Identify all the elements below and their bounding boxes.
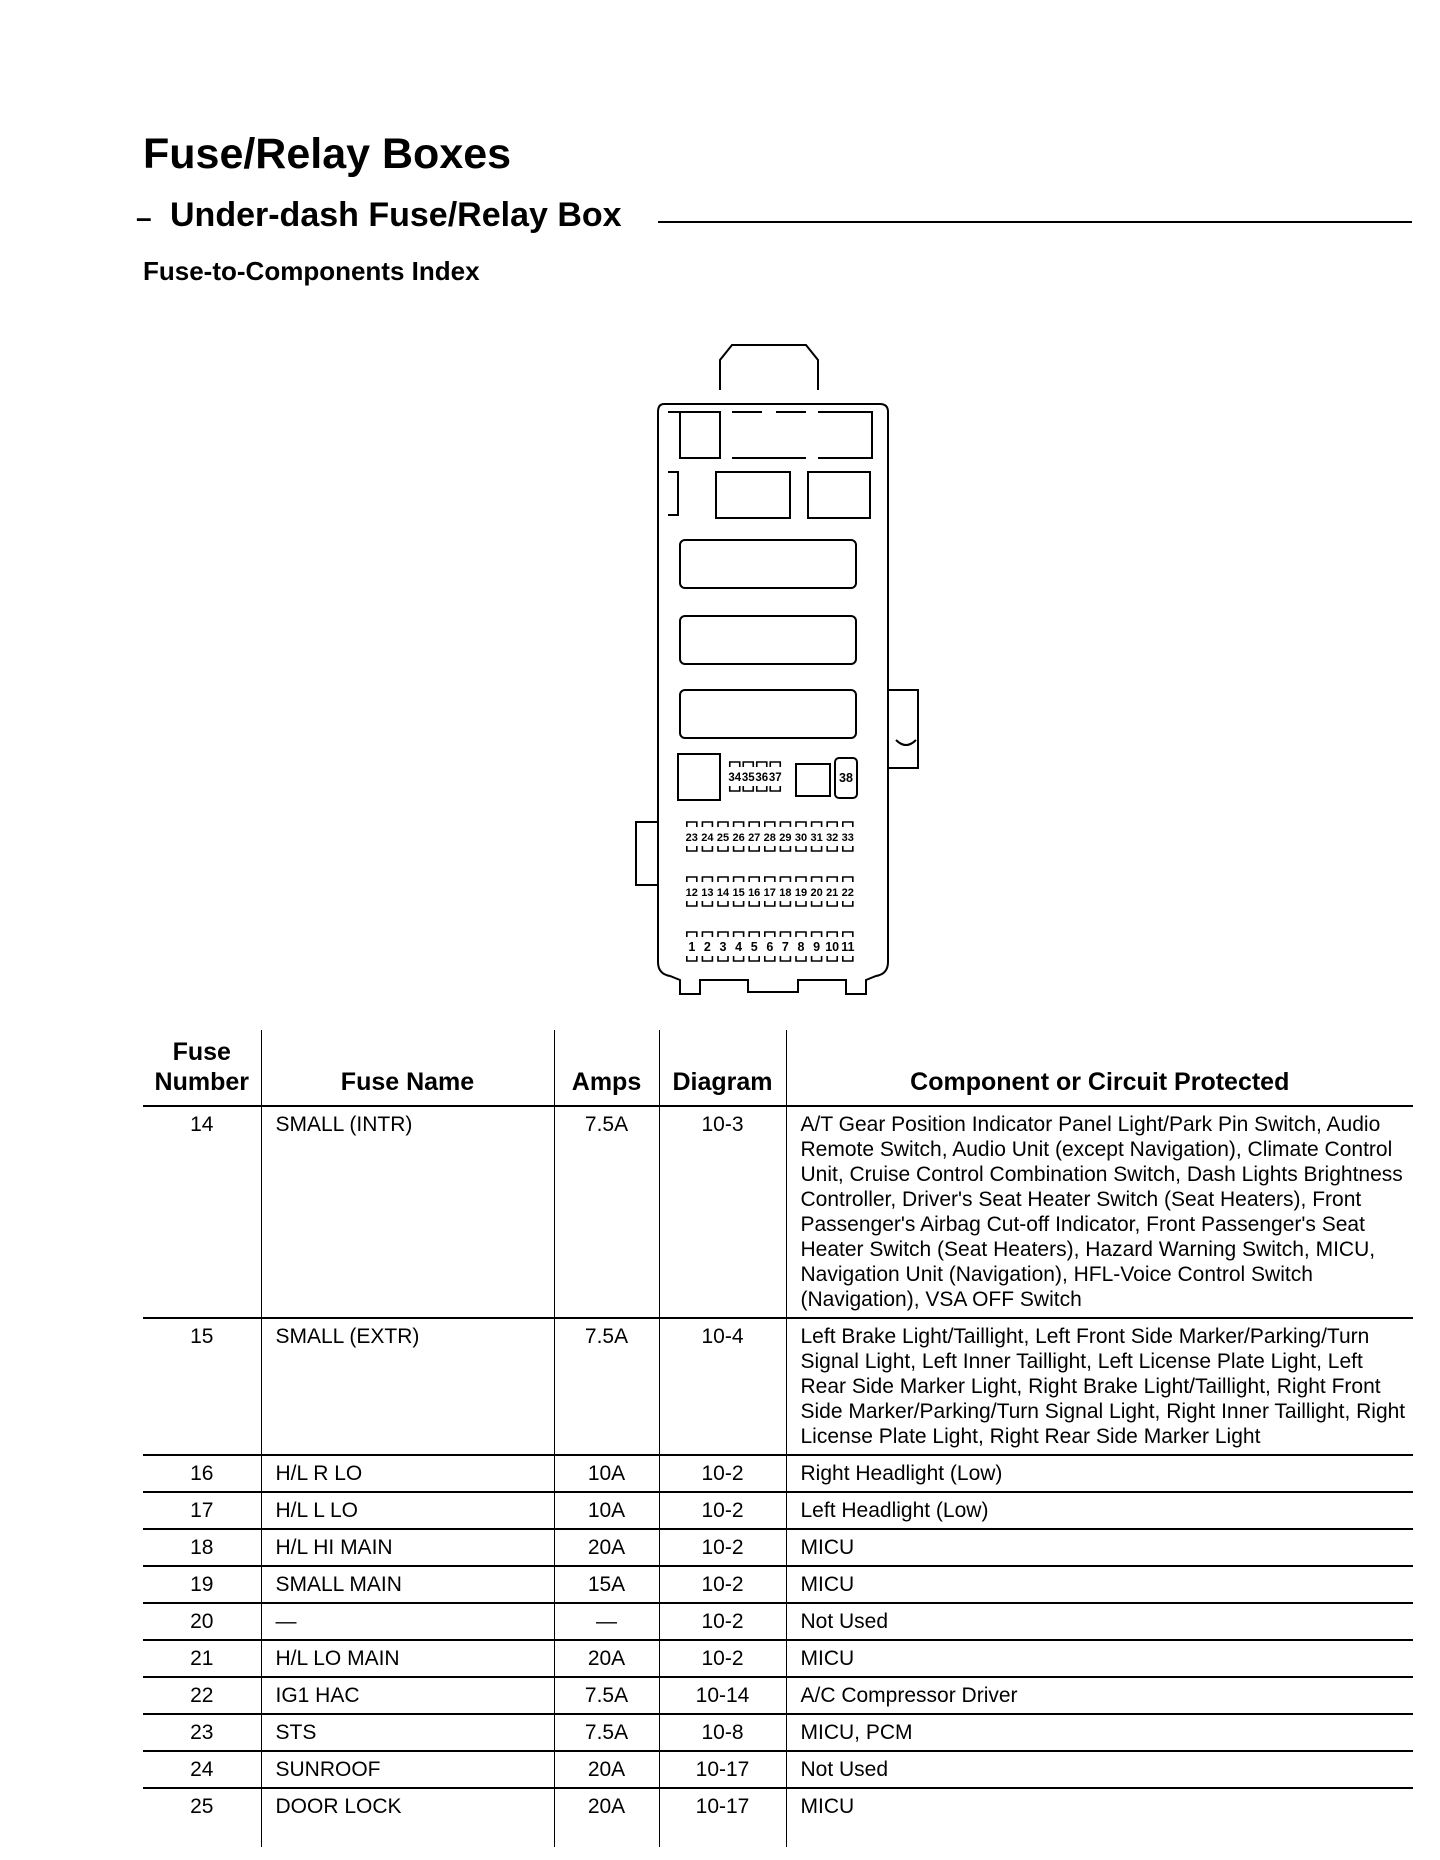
fuse-slot-bottom <box>765 956 775 961</box>
fuse-label: 29 <box>779 832 792 844</box>
fuse-name-cell: — <box>261 1603 554 1640</box>
fuse-slot-bottom <box>749 901 759 906</box>
component-cell: Left Headlight (Low) <box>786 1492 1413 1529</box>
fuse-label: 5 <box>750 940 758 954</box>
fuse-slot-top <box>796 877 806 882</box>
fuse-slot-bottom <box>718 956 728 961</box>
fuse-slot-bottom <box>843 846 853 851</box>
fuse-number-cell: 15 <box>143 1318 261 1455</box>
fuse-name-cell: SMALL (EXTR) <box>261 1318 554 1455</box>
fuse-label: 9 <box>813 940 821 954</box>
large-slot <box>680 616 856 664</box>
fuse-slot-bottom <box>702 901 712 906</box>
fuse-label: 25 <box>716 832 730 844</box>
diagram-cell: 10-4 <box>659 1318 786 1455</box>
fuse-slot-bottom <box>687 901 697 906</box>
fuse-slot-top <box>702 932 712 937</box>
fuse-slot-bottom <box>687 956 697 961</box>
page-subtitle: Under-dash Fuse/Relay Box <box>170 196 622 234</box>
fuse-label: 11 <box>841 940 855 954</box>
fuse-number-cell: 22 <box>143 1677 261 1714</box>
fuse-name-cell: SUNROOF <box>261 1751 554 1788</box>
fuse-slot-top <box>734 877 744 882</box>
fuse-name-cell: H/L LO MAIN <box>261 1640 554 1677</box>
diagram-cell: 10-3 <box>659 1106 786 1318</box>
amps-cell: 7.5A <box>554 1318 659 1455</box>
fuse-slot-bottom <box>757 786 767 791</box>
fuse-slot-bottom <box>765 846 775 851</box>
fuse-label: 37 <box>768 772 782 784</box>
fuse-slot-top <box>812 877 822 882</box>
fuse-number-cell: 19 <box>143 1566 261 1603</box>
fuse-slot-top <box>749 877 759 882</box>
table-row <box>143 1529 1413 1566</box>
amps-cell: — <box>554 1603 659 1640</box>
fuse-slot-top <box>827 822 837 827</box>
fuse-number-cell: 14 <box>143 1106 261 1318</box>
header-fuse-number: Fuse Number <box>143 1030 261 1106</box>
fuse-name-cell: DOOR LOCK <box>261 1788 554 1847</box>
fuse-label: 31 <box>810 832 823 844</box>
fuse-number-cell: 17 <box>143 1492 261 1529</box>
fuse-slot-bottom <box>812 846 822 851</box>
diagram-cell: 10-2 <box>659 1492 786 1529</box>
amps-cell: 20A <box>554 1751 659 1788</box>
diagram-cell: 10-14 <box>659 1677 786 1714</box>
table-row <box>143 1106 1413 1318</box>
fuse-slot-top <box>718 877 728 882</box>
component-cell: Left Brake Light/Taillight, Left Front Side Marker/Parking/Turn Signal Light, Left Inner Taillight, Left License Plate Light, Left Rear Side Marker Light, Right Brake Light/Taillight, Right Front Side Marker/Parking/Turn Signal Light, Right Inner Taillight, Right License Plate Light, Right Rear Side Marker Light <box>786 1318 1413 1455</box>
fuse-number-cell: 16 <box>143 1455 261 1492</box>
fuse-slot-bottom <box>770 786 780 791</box>
fuse-slot-top <box>812 822 822 827</box>
fuse-slot-bottom <box>812 901 822 906</box>
fuse-number-cell: 18 <box>143 1529 261 1566</box>
fuse-label: 3 <box>719 940 727 954</box>
fuse-slot-bottom <box>780 956 790 961</box>
diagram-cell: 10-2 <box>659 1529 786 1566</box>
diagram-cell: 10-17 <box>659 1751 786 1788</box>
diagram-cell: 10-17 <box>659 1788 786 1847</box>
fuse-label: 34 <box>728 772 742 784</box>
fuse-slot-bottom <box>749 846 759 851</box>
fuse-slot-top <box>796 822 806 827</box>
amps-cell: 10A <box>554 1492 659 1529</box>
fuse-name-cell: IG1 HAC <box>261 1677 554 1714</box>
fuse-slot-top <box>749 932 759 937</box>
fuse-label: 20 <box>810 887 823 899</box>
fuse-label: 7 <box>781 940 789 954</box>
fuse-box-diagram <box>620 340 940 1000</box>
subtitle-row <box>136 196 1412 242</box>
header-fuse-name: Fuse Name <box>261 1030 554 1106</box>
fuse-slot-top <box>796 932 806 937</box>
fuse-label: 6 <box>766 940 774 954</box>
fuse-slot-bottom <box>734 956 744 961</box>
fuse-slot-bottom <box>780 846 790 851</box>
fuse-label: 33 <box>841 832 854 844</box>
right-connector <box>888 690 918 768</box>
component-cell: MICU <box>786 1640 1413 1677</box>
fuse-slot-top <box>734 932 744 937</box>
fuse-slot-top <box>765 932 775 937</box>
fuse-label: 22 <box>841 887 854 899</box>
fuse-name-cell: SMALL MAIN <box>261 1566 554 1603</box>
fuse-name-cell: SMALL (INTR) <box>261 1106 554 1318</box>
fuse-slot-bottom <box>827 956 837 961</box>
fuse-label: 19 <box>794 887 808 899</box>
fuse-number-cell: 21 <box>143 1640 261 1677</box>
table-header-row <box>143 1030 1413 1106</box>
component-cell: Right Headlight (Low) <box>786 1455 1413 1492</box>
table-row <box>143 1640 1413 1677</box>
amps-cell: 15A <box>554 1566 659 1603</box>
fuse-slot-top <box>730 762 740 767</box>
amps-cell: 20A <box>554 1788 659 1847</box>
fuse-number-cell: 25 <box>190 1795 214 1818</box>
fuse-label: 23 <box>685 832 698 844</box>
fuse-table <box>143 1030 1413 1847</box>
fuse-slot-top <box>780 932 790 937</box>
fuse-label: 4 <box>735 940 743 954</box>
amps-cell: 10A <box>554 1455 659 1492</box>
fuse-name-cell: H/L L LO <box>261 1492 554 1529</box>
fuse-name-cell: H/L HI MAIN <box>261 1529 554 1566</box>
fuse-label: 12 <box>685 887 698 899</box>
fuse-slot-top <box>743 762 753 767</box>
table-row <box>143 1318 1413 1455</box>
diagram-cell: 10-2 <box>659 1455 786 1492</box>
fuse-slot-bottom <box>827 901 837 906</box>
fuse-slot-top <box>718 932 728 937</box>
fuse-slot-top <box>749 822 759 827</box>
diagram-cell: 10-2 <box>659 1566 786 1603</box>
fuse-label: 10 <box>825 940 840 954</box>
component-cell: MICU <box>786 1529 1413 1566</box>
fuse-label: 26 <box>732 832 745 844</box>
amps-cell: 20A <box>554 1529 659 1566</box>
fuse-slot-top <box>770 762 780 767</box>
top-tab <box>720 345 818 390</box>
fuse-slot-bottom <box>796 901 806 906</box>
fuse-label: 21 <box>826 887 839 899</box>
diagram-cell: 10-2 <box>659 1640 786 1677</box>
table-row <box>143 1455 1413 1492</box>
diagram-cell: 10-2 <box>659 1603 786 1640</box>
fuse-name-cell: H/L R LO <box>261 1455 554 1492</box>
fuse-label: 14 <box>716 887 730 899</box>
table-row <box>143 1677 1413 1714</box>
fuse-slot-top <box>827 877 837 882</box>
component-cell: MICU, PCM <box>786 1714 1413 1751</box>
fuse-slot-bottom <box>827 846 837 851</box>
fuse-slot-bottom <box>796 956 806 961</box>
fuse-slot-bottom <box>734 846 744 851</box>
component-cell: MICU <box>786 1566 1413 1603</box>
table-row <box>143 1603 1413 1640</box>
amps-cell: 20A <box>554 1640 659 1677</box>
header-diagram: Diagram <box>659 1030 786 1106</box>
fuse-slot-top <box>843 822 853 827</box>
large-slot <box>680 540 856 588</box>
fuse-slot-bottom <box>702 846 712 851</box>
fuse-label: 13 <box>701 887 714 899</box>
fuse-number-cell: 20 <box>143 1603 261 1640</box>
fuse-number-cell: 24 <box>143 1751 261 1788</box>
diagram-cell: 10-8 <box>659 1714 786 1751</box>
table-row <box>143 1492 1413 1529</box>
amps-cell: 7.5A <box>554 1106 659 1318</box>
component-cell: MICU <box>786 1788 1413 1847</box>
fuse-slot-top <box>843 877 853 882</box>
fuse-label: 18 <box>779 887 792 899</box>
table-row <box>143 1566 1413 1603</box>
fuse-slot-top <box>687 822 697 827</box>
fuse-slot-top <box>765 822 775 827</box>
header-amps: Amps <box>554 1030 659 1106</box>
fuse-slot-top <box>687 877 697 882</box>
fuse-slot-bottom <box>765 901 775 906</box>
fuse-slot-top <box>702 877 712 882</box>
section-heading: Fuse-to-Components Index <box>143 256 480 286</box>
fuse-slot-bottom <box>718 846 728 851</box>
table-row <box>143 1788 1413 1847</box>
fuse-slot-top <box>780 822 790 827</box>
fuse-slot-bottom <box>780 901 790 906</box>
page-title: Fuse/Relay Boxes <box>143 130 512 178</box>
fuse-slot-bottom <box>843 956 853 961</box>
fuse-label: 38 <box>839 771 853 785</box>
left-connector <box>636 822 658 885</box>
component-cell: A/C Compressor Driver <box>786 1677 1413 1714</box>
fuse-slot-top <box>780 877 790 882</box>
fuse-label: 8 <box>797 940 805 954</box>
fuse-label: 36 <box>755 772 769 784</box>
fuse-label: 27 <box>748 832 761 844</box>
fuse-slot-top <box>827 932 837 937</box>
fuse-name-cell: STS <box>261 1714 554 1751</box>
fuse-slot-bottom <box>702 956 712 961</box>
table-row <box>143 1751 1413 1788</box>
fuse-label: 32 <box>826 832 839 844</box>
amps-cell: 7.5A <box>554 1677 659 1714</box>
fuse-label: 16 <box>748 887 761 899</box>
table-row <box>143 1714 1413 1751</box>
fuse-label: 35 <box>741 772 755 784</box>
subtitle-dash: – <box>136 202 152 233</box>
header-component: Component or Circuit Protected <box>786 1030 1413 1106</box>
fuse-slot-top <box>702 822 712 827</box>
fuse-label: 1 <box>688 940 696 954</box>
component-cell: Not Used <box>786 1603 1413 1640</box>
fuse-slot-bottom <box>743 786 753 791</box>
fuse-slot-bottom <box>843 901 853 906</box>
fuse-slot-top <box>843 932 853 937</box>
fuse-slot-bottom <box>812 956 822 961</box>
fuse-slot-bottom <box>734 901 744 906</box>
fuse-slot-top <box>812 932 822 937</box>
component-cell: Not Used <box>786 1751 1413 1788</box>
fuse-slot-top <box>765 877 775 882</box>
component-cell: A/T Gear Position Indicator Panel Light/Park Pin Switch, Audio Remote Switch, Audio Unit (except Navigation), Climate Control Unit, Cruise Control Combination Switch, Dash Lights Brightness Controller, Driver's Seat Heater Switch (Seat Heaters), Front Passenger's Airbag Cut-off Indicator, Front Passenger's Seat Heater Switch (Seat Heaters), Hazard Warning Switch, MICU, Navigation Unit (Navigation), HFL-Voice Control Switch (Navigation), VSA OFF Switch <box>786 1106 1413 1318</box>
fuse-label: 24 <box>701 832 714 844</box>
fuse-label: 15 <box>732 887 745 899</box>
large-slot <box>680 690 856 738</box>
fuse-slot-top <box>734 822 744 827</box>
fuse-slot-top <box>687 932 697 937</box>
fuse-label: 17 <box>763 887 776 899</box>
fuse-slot-bottom <box>730 786 740 791</box>
fuse-slot-bottom <box>718 901 728 906</box>
subtitle-rule <box>658 221 1412 223</box>
fuse-label: 2 <box>703 940 711 954</box>
fuse-slot-bottom <box>749 956 759 961</box>
amps-cell: 7.5A <box>554 1714 659 1751</box>
fuse-slot-bottom <box>796 846 806 851</box>
fuse-label: 28 <box>763 832 776 844</box>
fuse-slot-top <box>718 822 728 827</box>
fuse-number-cell: 23 <box>143 1714 261 1751</box>
fuse-label: 30 <box>794 832 808 844</box>
fuse-slot-top <box>757 762 767 767</box>
fuse-slot-bottom <box>687 846 697 851</box>
